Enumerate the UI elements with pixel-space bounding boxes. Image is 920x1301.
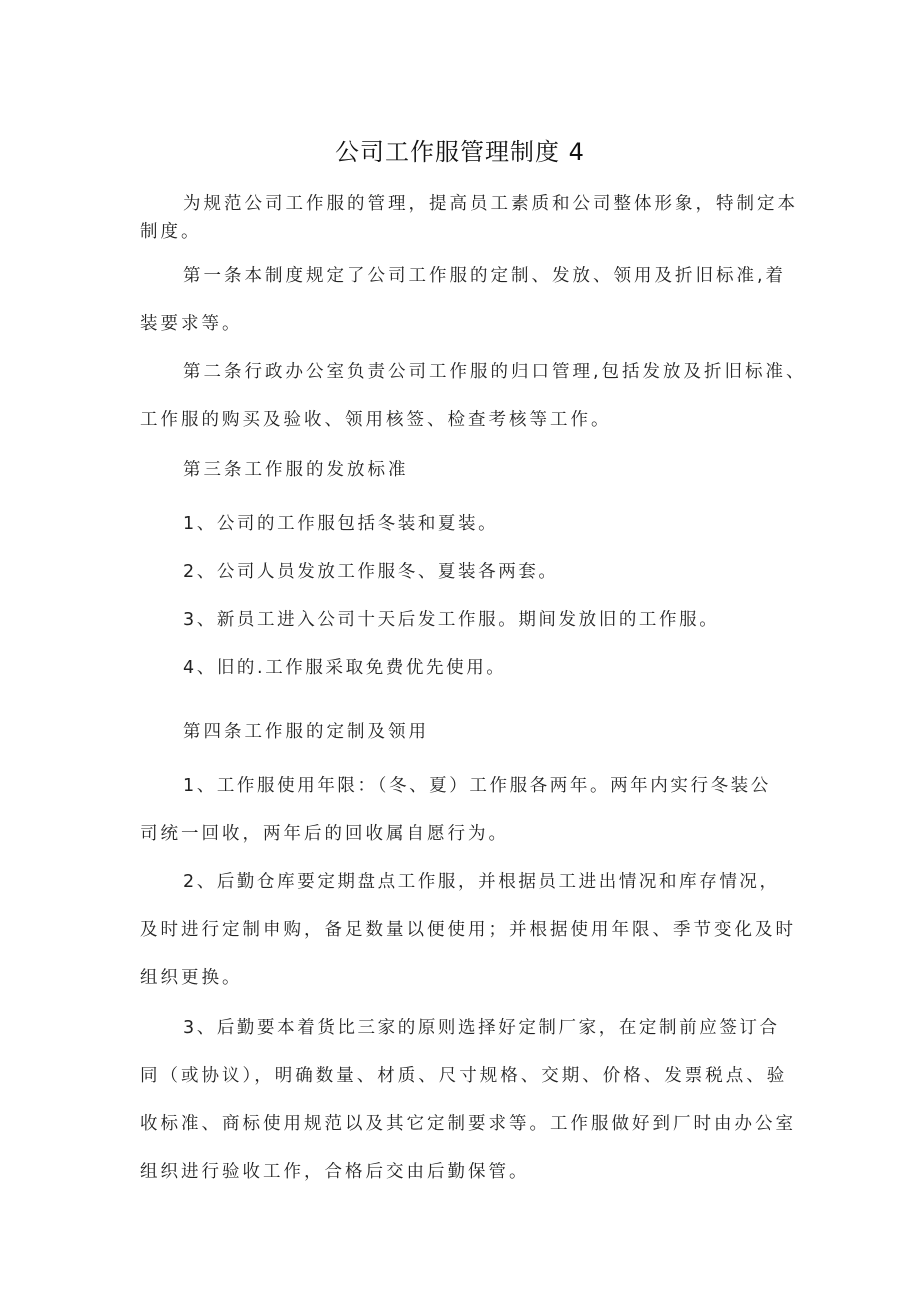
article-4-item-2-line-3: 组织更换。 <box>140 968 243 988</box>
intro-line-1: 为规范公司工作服的管理，提高员工素质和公司整体形象，特制定本 <box>183 194 798 214</box>
article-1-line-2: 装要求等。 <box>140 314 243 334</box>
article-2-line-2: 工作服的购买及验收、领用核签、检查考核等工作。 <box>140 410 612 430</box>
article-4-item-3-line-2: 同（或协议），明确数量、材质、尺寸规格、交期、价格、发票税点、验 <box>140 1066 788 1086</box>
intro-line-2: 制度。 <box>140 222 202 242</box>
article-4-item-1-line-2: 司统一回收，两年后的回收属自愿行为。 <box>140 824 509 844</box>
article-4-item-1-line-1: 1、工作服使用年限：（冬、夏）工作服各两年。两年内实行冬装公 <box>183 776 771 796</box>
document-title: 公司工作服管理制度 4 <box>335 138 585 166</box>
article-4-item-2-line-1: 2、后勤仓库要定期盘点工作服，并根据员工进出情况和库存情况， <box>183 872 780 892</box>
article-3-item-4: 4、旧的.工作服采取免费优先使用。 <box>183 658 507 678</box>
article-4-item-2-line-2: 及时进行定制申购，备足数量以便使用；并根据使用年限、季节变化及时 <box>140 920 796 940</box>
article-4-item-3-line-4: 组织进行验收工作，合格后交由后勤保管。 <box>140 1162 530 1182</box>
article-4-heading: 第四条工作服的定制及领用 <box>183 722 429 742</box>
article-3-item-3: 3、新员工进入公司十天后发工作服。期间发放旧的工作服。 <box>183 610 720 630</box>
article-3-item-2: 2、公司人员发放工作服冬、夏装各两套。 <box>183 562 559 582</box>
article-1-line-1: 第一条本制度规定了公司工作服的定制、发放、领用及折旧标准,着 <box>183 266 787 286</box>
article-4-item-3-line-3: 收标准、商标使用规范以及其它定制要求等。工作服做好到厂时由办公室 <box>140 1114 796 1134</box>
article-3-item-1: 1、公司的工作服包括冬装和夏装。 <box>183 514 499 534</box>
article-2-line-1: 第二条行政办公室负责公司工作服的归口管理,包括发放及折旧标准、 <box>183 362 807 382</box>
article-4-item-3-line-1: 3、后勤要本着货比三家的原则选择好定制厂家，在定制前应签订合 <box>183 1018 780 1038</box>
article-3-heading: 第三条工作服的发放标准 <box>183 460 409 480</box>
